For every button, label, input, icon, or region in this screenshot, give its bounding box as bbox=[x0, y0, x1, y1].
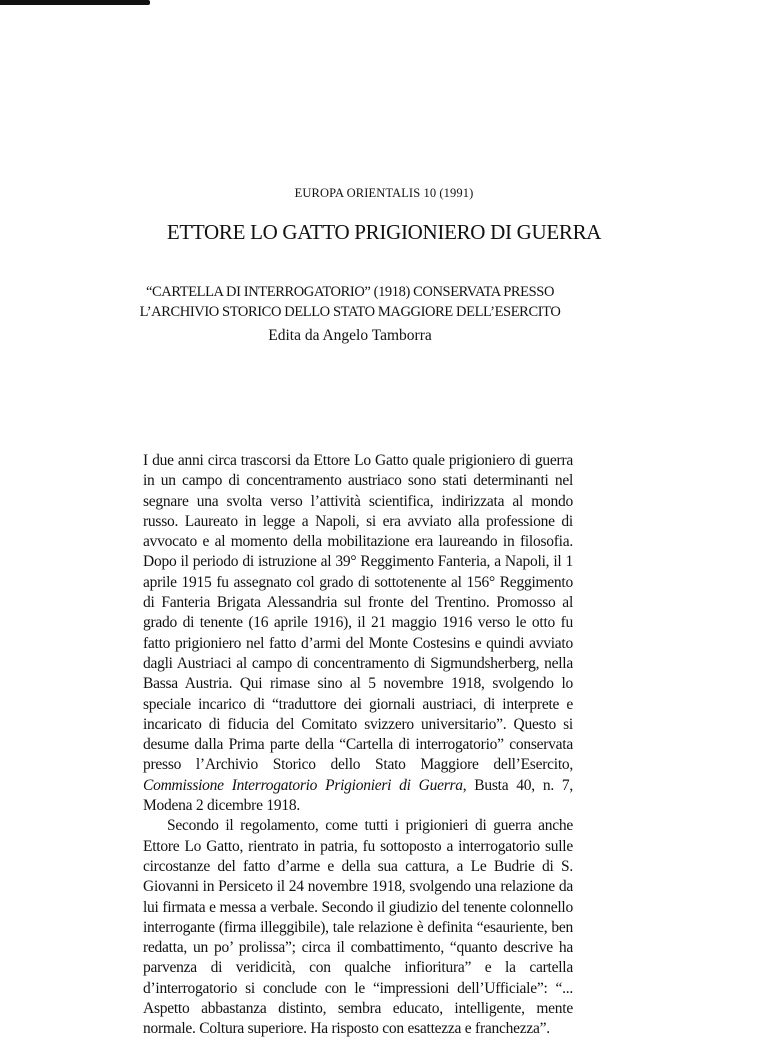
paragraph-1-italic-source: Commissione Interrogatorio Prigionieri di Guerra bbox=[143, 776, 463, 794]
subtitle-line-2: L’ARCHIVIO STORICO DELLO STATO MAGGIORE DELL’ESERCITO bbox=[139, 304, 561, 320]
article-subtitle bbox=[0, 282, 700, 322]
article-title: ETTORE LO GATTO PRIGIONIERO DI GUERRA bbox=[166, 220, 602, 244]
paragraph-1-text-start: I due anni circa trascorsi da Ettore Lo Gatto quale prigioniero di guerra in un campo di concentramento austriaco sono stati determinanti nel segnare una svolta verso l’attività scientifica, indirizzata al mondo russo. Laureato in legge a Napoli, si era avviato alla professione di avvocato e al momento della mobilitazione era laureando in filosofia. Dopo il periodo di istruzione al 39° Reggimento Fanteria, a Napoli, il 1 aprile 1915 fu assegnato col grado di sottotenente al 156° Reggimento di Fanteria Brigata Alessandria sul fronte del Trentino. Promosso al grado di tenente (16 aprile 1916), il 21 maggio 1916 verso le otto fu fatto prigioniero nel fatto d’armi del Monte Costesins e quindi avviato dagli Austriaci al campo di concentramento di Sigmundsherberg, nella Bassa Austria. Qui rimase sino al 5 novembre 1918, svolgendo lo speciale incarico di “traduttore dei giornali austriaci, di interprete e incaricato di fiducia del Comitato svizzero universitario”. Questo si desume dalla Prima parte della “Cartella di interrogatorio” conservata presso l’Archivio Storico dello Stato Maggiore dell’Esercito, bbox=[143, 452, 573, 774]
paragraph-1 bbox=[143, 451, 573, 816]
editor-credit: Edita da Angelo Tamborra bbox=[268, 327, 432, 344]
subtitle-line-1: “CARTELLA DI INTERROGATORIO” (1918) CONSERVATA PRESSO bbox=[145, 284, 555, 300]
paragraph-2: Secondo il regolamento, come tutti i prigionieri di guerra anche Ettore Lo Gatto, rientrato in patria, fu sottoposto a interrogatorio sulle circostanze del fatto d’arme e della sua cattura, a Le Budrie di S. Giovanni in Persiceto il 24 novembre 1918, svolgendo una relazione da lui firmata e messa a verbale. Secondo il giudizio del tenente colonnello interrogante (firma illeggibile), tale relazione è definita “esauriente, ben redatta, un po’ prolissa”; circa il combattimento, “quanto descrive ha parvenza di veridicità, con qualche infioritura” e la cartella d’interrogatorio si conclude con le “impressioni dell’Ufficiale”: “... Aspetto abbastanza distinto, sembra educato, intelligente, mente normale. Coltura superiore. Ha risposto con esattezza e franchezza”. bbox=[143, 817, 573, 1038]
article-body bbox=[143, 451, 573, 1040]
paragraph-1-text-end: , Busta 40, n. 7, Modena 2 dicembre 1918. bbox=[143, 776, 573, 815]
journal-header: EUROPA ORIENTALIS 10 (1991) bbox=[294, 186, 474, 200]
scan-edge-mark bbox=[0, 0, 150, 5]
